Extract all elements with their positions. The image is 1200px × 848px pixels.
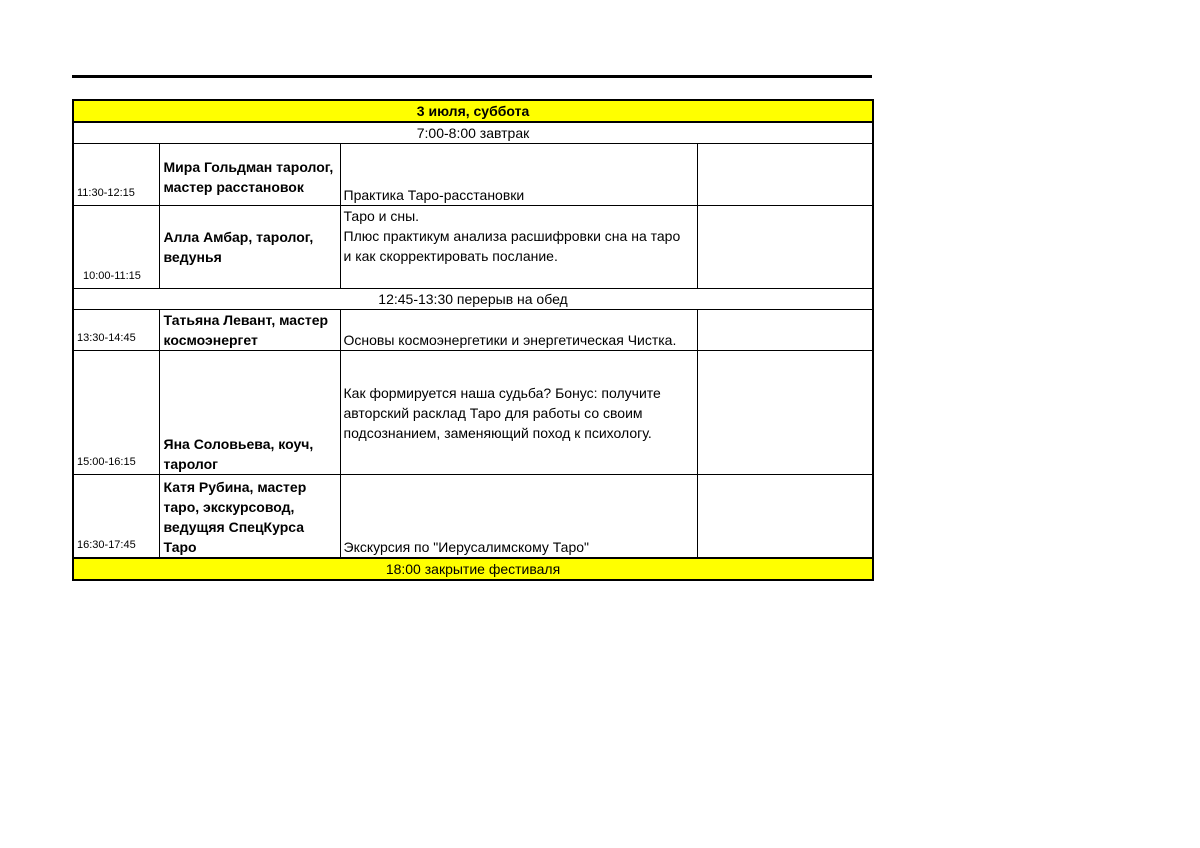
session-extra-cell [697,475,873,558]
description-line: и как скорректировать послание. [343,248,558,264]
session-speaker [159,310,340,351]
session-row [73,144,873,206]
session-time: 13:30-14:45 [73,310,159,351]
breakfast-label: 7:00-8:00 завтрак [73,122,873,144]
closing-label: 18:00 закрытие фестиваля [73,558,873,580]
session-extra-cell [697,206,873,289]
speaker-line: Яна Соловьева, коуч, [163,436,314,452]
session-description [340,351,697,475]
lunch-break-row [73,289,873,310]
session-description [340,144,697,206]
session-row [73,310,873,351]
session-extra-cell [697,144,873,206]
session-extra-cell [697,351,873,475]
schedule-table [72,99,874,581]
session-speaker [159,475,340,558]
description-line: Экскурсия по "Иерусалимскому Таро" [343,538,589,555]
speaker-line: таролог [163,456,218,472]
session-row [73,475,873,558]
session-speaker [159,206,340,289]
speaker-line: таро, экскурсовод, [163,498,295,515]
session-time: 15:00-16:15 [73,351,159,475]
description-line: Плюс практикум анализа расшифровки сна на таро [343,228,681,244]
session-description [340,475,697,558]
session-extra-cell [697,310,873,351]
top-divider-line [72,75,872,78]
description-line: Основы космоэнергетики и энергетическая Чистка. [343,332,677,348]
description-line: Таро и сны. [343,208,420,224]
session-row [73,206,873,289]
session-description [340,310,697,351]
speaker-line: Алла Амбар, таролог, [163,229,314,245]
speaker-line: ведущяя СпецКурса Таро [163,518,304,555]
session-time: 11:30-12:15 [73,144,159,206]
session-description [340,206,697,289]
description-line: Практика Таро-расстановки [343,187,525,203]
speaker-line: Татьяна Левант, мастер [163,312,329,328]
session-time: 16:30-17:45 [73,475,159,558]
speaker-line: ведунья [163,249,222,265]
closing-row [73,558,873,580]
session-speaker [159,144,340,206]
day-header: 3 июля, суббота [73,100,873,122]
speaker-line: мастер расстановок [163,179,304,195]
speaker-line: Мира Гольдман таролог, [163,159,334,175]
session-time: 10:00-11:15 [73,206,159,289]
breakfast-row [73,122,873,144]
description-line: Как формируется наша судьба? Бонус: получите [343,384,661,401]
lunch-break-label: 12:45-13:30 перерыв на обед [73,289,873,310]
session-speaker [159,351,340,475]
description-line: авторский расклад Таро для работы со своим [343,404,643,421]
description-line: подсознанием, заменяющий поход к психологу. [343,424,652,441]
speaker-line: Катя Рубина, мастер [163,478,307,495]
day-header-row [73,100,873,122]
session-row [73,351,873,475]
speaker-line: космоэнергет [163,332,258,348]
